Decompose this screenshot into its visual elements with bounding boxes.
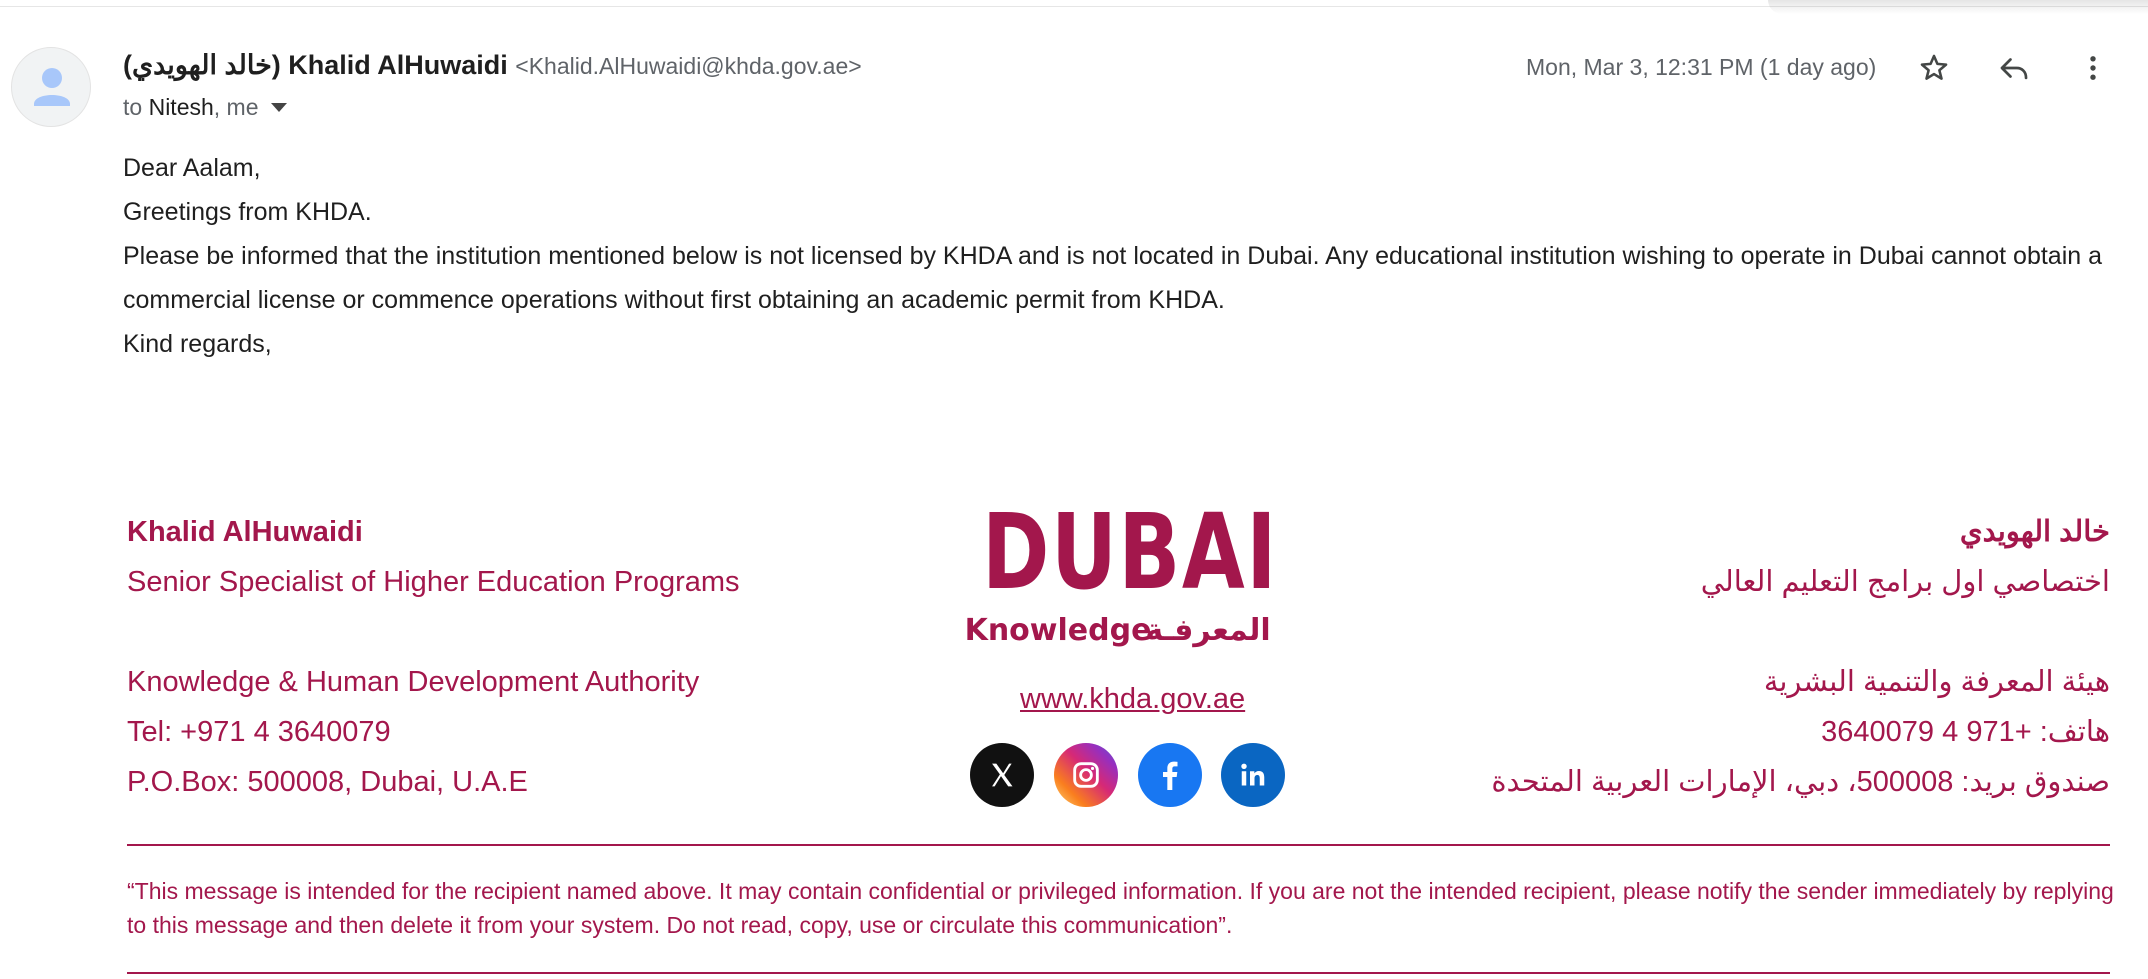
reply-button[interactable]: [1994, 48, 2034, 88]
logo-en-text: Knowledge: [964, 613, 1152, 648]
signature-title-ar: اختصاصي اول برامج التعليم العالي: [1700, 566, 2110, 598]
signature-tel: Tel: +971 4 3640079: [127, 716, 391, 748]
signature-org: Knowledge & Human Development Authority: [127, 666, 700, 698]
signature-org-ar: هيئة المعرفة والتنمية البشرية: [1763, 666, 2110, 698]
footer-divider: [127, 972, 2110, 974]
star-button[interactable]: [1914, 48, 1954, 88]
signature-name: Khalid AlHuwaidi: [127, 516, 363, 548]
dubai-knowledge-logo: [964, 490, 1285, 650]
sender-avatar[interactable]: [11, 47, 91, 127]
body-paragraph: Please be informed that the institution mentioned below is not licensed by KHDA and is not located in Dubai. Any educational institution wishing to operate in Dubai cannot obtain a commercial license or commence operations without first obtaining an academic permit from KHDA.: [123, 242, 2103, 314]
chevron-down-icon[interactable]: [271, 103, 287, 112]
signature-english: [127, 507, 740, 807]
message-date: Mon, Mar 3, 12:31 PM (1 day ago): [1526, 54, 1877, 80]
signature-pobox: P.O.Box: 500008, Dubai, U.A.E: [127, 766, 528, 798]
recipient-name: Nitesh: [148, 94, 214, 120]
instagram-icon[interactable]: [1054, 743, 1118, 807]
signature-divider: [127, 844, 2110, 846]
body-greeting: Dear Aalam,: [123, 154, 261, 182]
facebook-icon[interactable]: [1138, 743, 1202, 807]
recipient-rest: , me: [213, 94, 259, 120]
toolbar-shadow: [1768, 0, 2148, 14]
confidentiality-disclaimer: “This message is intended for the recipient named above. It may contain confidential or privileged information. If you are not the intended recipient, please notify the sender immediately by replying to this message and then delete it from your system. Do not read, copy, use or circulate this communication”.: [127, 878, 2114, 938]
reply-icon: [1997, 51, 2031, 85]
logo-ar-text: المعرفـة: [1145, 613, 1271, 648]
recipients-line: [123, 94, 287, 121]
sender-line: [123, 50, 862, 81]
signature-pobox-ar: صندوق بريد: 500008، دبي، الإمارات العربية المتحدة: [1491, 766, 2110, 798]
signature-title: Senior Specialist of Higher Education Programs: [127, 566, 740, 598]
more-vert-icon: [2076, 51, 2110, 85]
signature-arabic: [1491, 507, 2110, 807]
more-options-button[interactable]: [2073, 48, 2113, 88]
body-line: Greetings from KHDA.: [123, 198, 372, 226]
to-prefix: to: [123, 94, 143, 120]
linkedin-icon[interactable]: [1221, 743, 1285, 807]
website-link[interactable]: www.khda.gov.ae: [1020, 683, 1246, 715]
signature-tel-ar: هاتف: +971 4 3640079: [1821, 716, 2110, 748]
logo-main-text: DUBAI: [982, 491, 1278, 613]
person-avatar-icon: [12, 48, 92, 128]
x-icon[interactable]: [970, 743, 1034, 807]
sender-email: <Khalid.AlHuwaidi@khda.gov.ae>: [515, 53, 862, 79]
message-body: [123, 146, 2113, 366]
star-icon: [1917, 51, 1951, 85]
body-closing: Kind regards,: [123, 330, 272, 358]
signature-name-ar: خالد الهويدي: [1959, 516, 2110, 548]
sender-name[interactable]: (خالد الهويدي) Khalid AlHuwaidi: [123, 50, 508, 80]
